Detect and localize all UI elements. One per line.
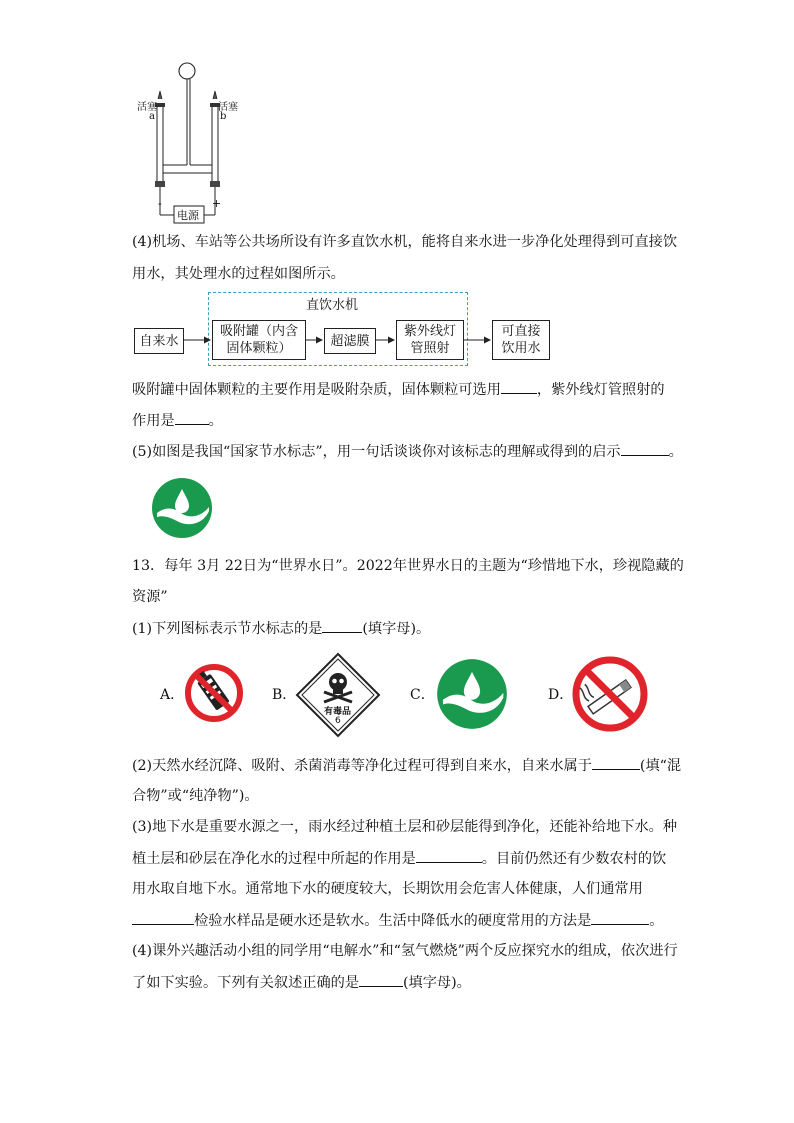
q13-p1-text-a: (1)下列图标表示节水标志的是 (132, 621, 323, 637)
option-c-sign[interactable] (436, 658, 508, 730)
flow-step2-label: 超滤膜 (330, 333, 370, 349)
option-a-sign[interactable] (184, 663, 244, 723)
q12-4-line1: (4)机场、车站等公共场所设有许多直饮水机，能将自来水进一步净化处理得到可直接饮 (132, 234, 678, 250)
q13-part3-line1: (3)地下水是重要水源之一，雨水经过种植土层和砂层能得到净化，还能补给地下水。种 (132, 819, 678, 835)
answer-blank[interactable] (416, 848, 482, 863)
answer-blank[interactable] (132, 910, 194, 925)
q12-4-question-line1 (132, 379, 665, 400)
q13-p3-text-c: 检验水样品是硬水还是软水。生活中降低水的硬度常用的方法是 (194, 913, 592, 929)
machine-title: 直饮水机 (306, 298, 359, 313)
flow-diagram (0, 0, 794, 380)
q12-4-q1-text-b: ，紫外线灯管照射的 (536, 382, 665, 398)
q12-5-text-a: (5)如图是我国“国家节水标志”，用一句话谈谈你对该标志的理解或得到的启示 (132, 444, 621, 460)
flow-step3-line2: 管照射 (410, 341, 450, 356)
minus-sign: - (158, 197, 162, 210)
answer-blank[interactable] (359, 972, 403, 987)
answer-blank[interactable] (592, 755, 640, 770)
answer-blank[interactable] (591, 910, 649, 925)
q13-part4-line1: (4)课外兴趣活动小组的同学用“电解水”和“氢气燃烧”两个反应探究水的组成，依次进行 (132, 943, 678, 959)
q13-part3-line4 (132, 910, 663, 931)
q13-p3-text-a: 植土层和砂层在净化水的过程中所起的作用是 (132, 851, 416, 867)
right-letter-b: b (220, 111, 227, 122)
answer-blank[interactable] (621, 441, 669, 456)
q13-part3-line2 (132, 848, 666, 869)
q13-intro-line2: 资源” (132, 589, 168, 605)
water-saving-logo (151, 477, 213, 539)
left-letter-a: a (149, 111, 155, 122)
option-a-label[interactable]: A． (160, 687, 185, 703)
q13-p4-text-b: (填字母)。 (403, 975, 471, 991)
poison-sign-text: 有毒品 (324, 707, 352, 717)
q12-4-q2-text-b: 。 (208, 413, 223, 429)
q12-5-line (132, 441, 683, 462)
option-d-sign[interactable] (572, 656, 648, 732)
q13-p3-text-d: 。 (649, 913, 664, 929)
flow-step3-line1: 紫外线灯 (403, 324, 456, 339)
flow-start-label: 自来水 (139, 333, 179, 349)
right-stopcock-label: 活塞 (218, 102, 238, 113)
q13-p2-text-b: (填“混 (639, 758, 682, 774)
q13-p4-text-a: 了如下实验。下列有关叙述正确的是 (132, 975, 360, 991)
flow-step1-line1: 吸附罐（内含 (219, 324, 298, 339)
answer-blank[interactable] (175, 410, 209, 425)
q13-part4-line2 (132, 972, 471, 993)
option-b-label[interactable]: B． (272, 687, 297, 703)
q12-4-line2: 用水，其处理水的过程如图所示。 (132, 266, 345, 282)
q13-intro-line1: 13．每年 3月 22日为“世界水日”。2022年世界水日的主题为“珍惜地下水，珍视隐藏的 (132, 558, 684, 574)
q13-part2-line2: 合物”或“纯净物”)。 (132, 788, 259, 804)
q13-part2-line1 (132, 755, 681, 776)
q12-5-text-b: 。 (668, 444, 683, 460)
flow-end-line2: 饮用水 (501, 341, 541, 356)
no-smoking-icon (572, 656, 648, 732)
q13-p2-text-a: (2)天然水经沉降、吸附、杀菌消毒等净化过程可得到自来水，自来水属于 (132, 758, 592, 774)
flow-arrows (0, 0, 794, 380)
no-shower-forbid-icon (184, 663, 244, 723)
q13-part1-line (132, 618, 430, 639)
option-d-label[interactable]: D． (548, 687, 574, 703)
q12-4-question-line2 (132, 410, 223, 431)
poison-sign-number: 6 (335, 716, 341, 726)
q13-p3-text-b: 。目前仍然还有少数农村的饮 (481, 851, 667, 867)
option-c-label[interactable]: C． (410, 687, 435, 703)
option-b-sign[interactable] (295, 652, 381, 738)
q12-4-q2-text-a: 作用是 (132, 413, 175, 429)
answer-blank[interactable] (322, 618, 362, 633)
water-saving-icon (436, 658, 508, 730)
flow-end-line1: 可直接 (501, 324, 541, 339)
q13-p1-text-b: (填字母)。 (362, 621, 431, 637)
left-stopcock-label: 活塞 (137, 102, 157, 113)
water-saving-logo-icon (151, 477, 213, 539)
q13-options (0, 650, 794, 740)
answer-blank[interactable] (501, 379, 537, 394)
power-label: 电源 (177, 209, 199, 222)
plus-sign: + (212, 197, 222, 210)
q12-4-q1-text-a: 吸附罐中固体颗粒的主要作用是吸附杂质，固体颗粒可选用 (132, 382, 501, 398)
q13-part3-line3: 用水取自地下水。通常地下水的硬度较大，长期饮用会危害人体健康，人们通常用 (132, 881, 643, 897)
flow-step1-line2: 固体颗粒） (226, 341, 292, 356)
